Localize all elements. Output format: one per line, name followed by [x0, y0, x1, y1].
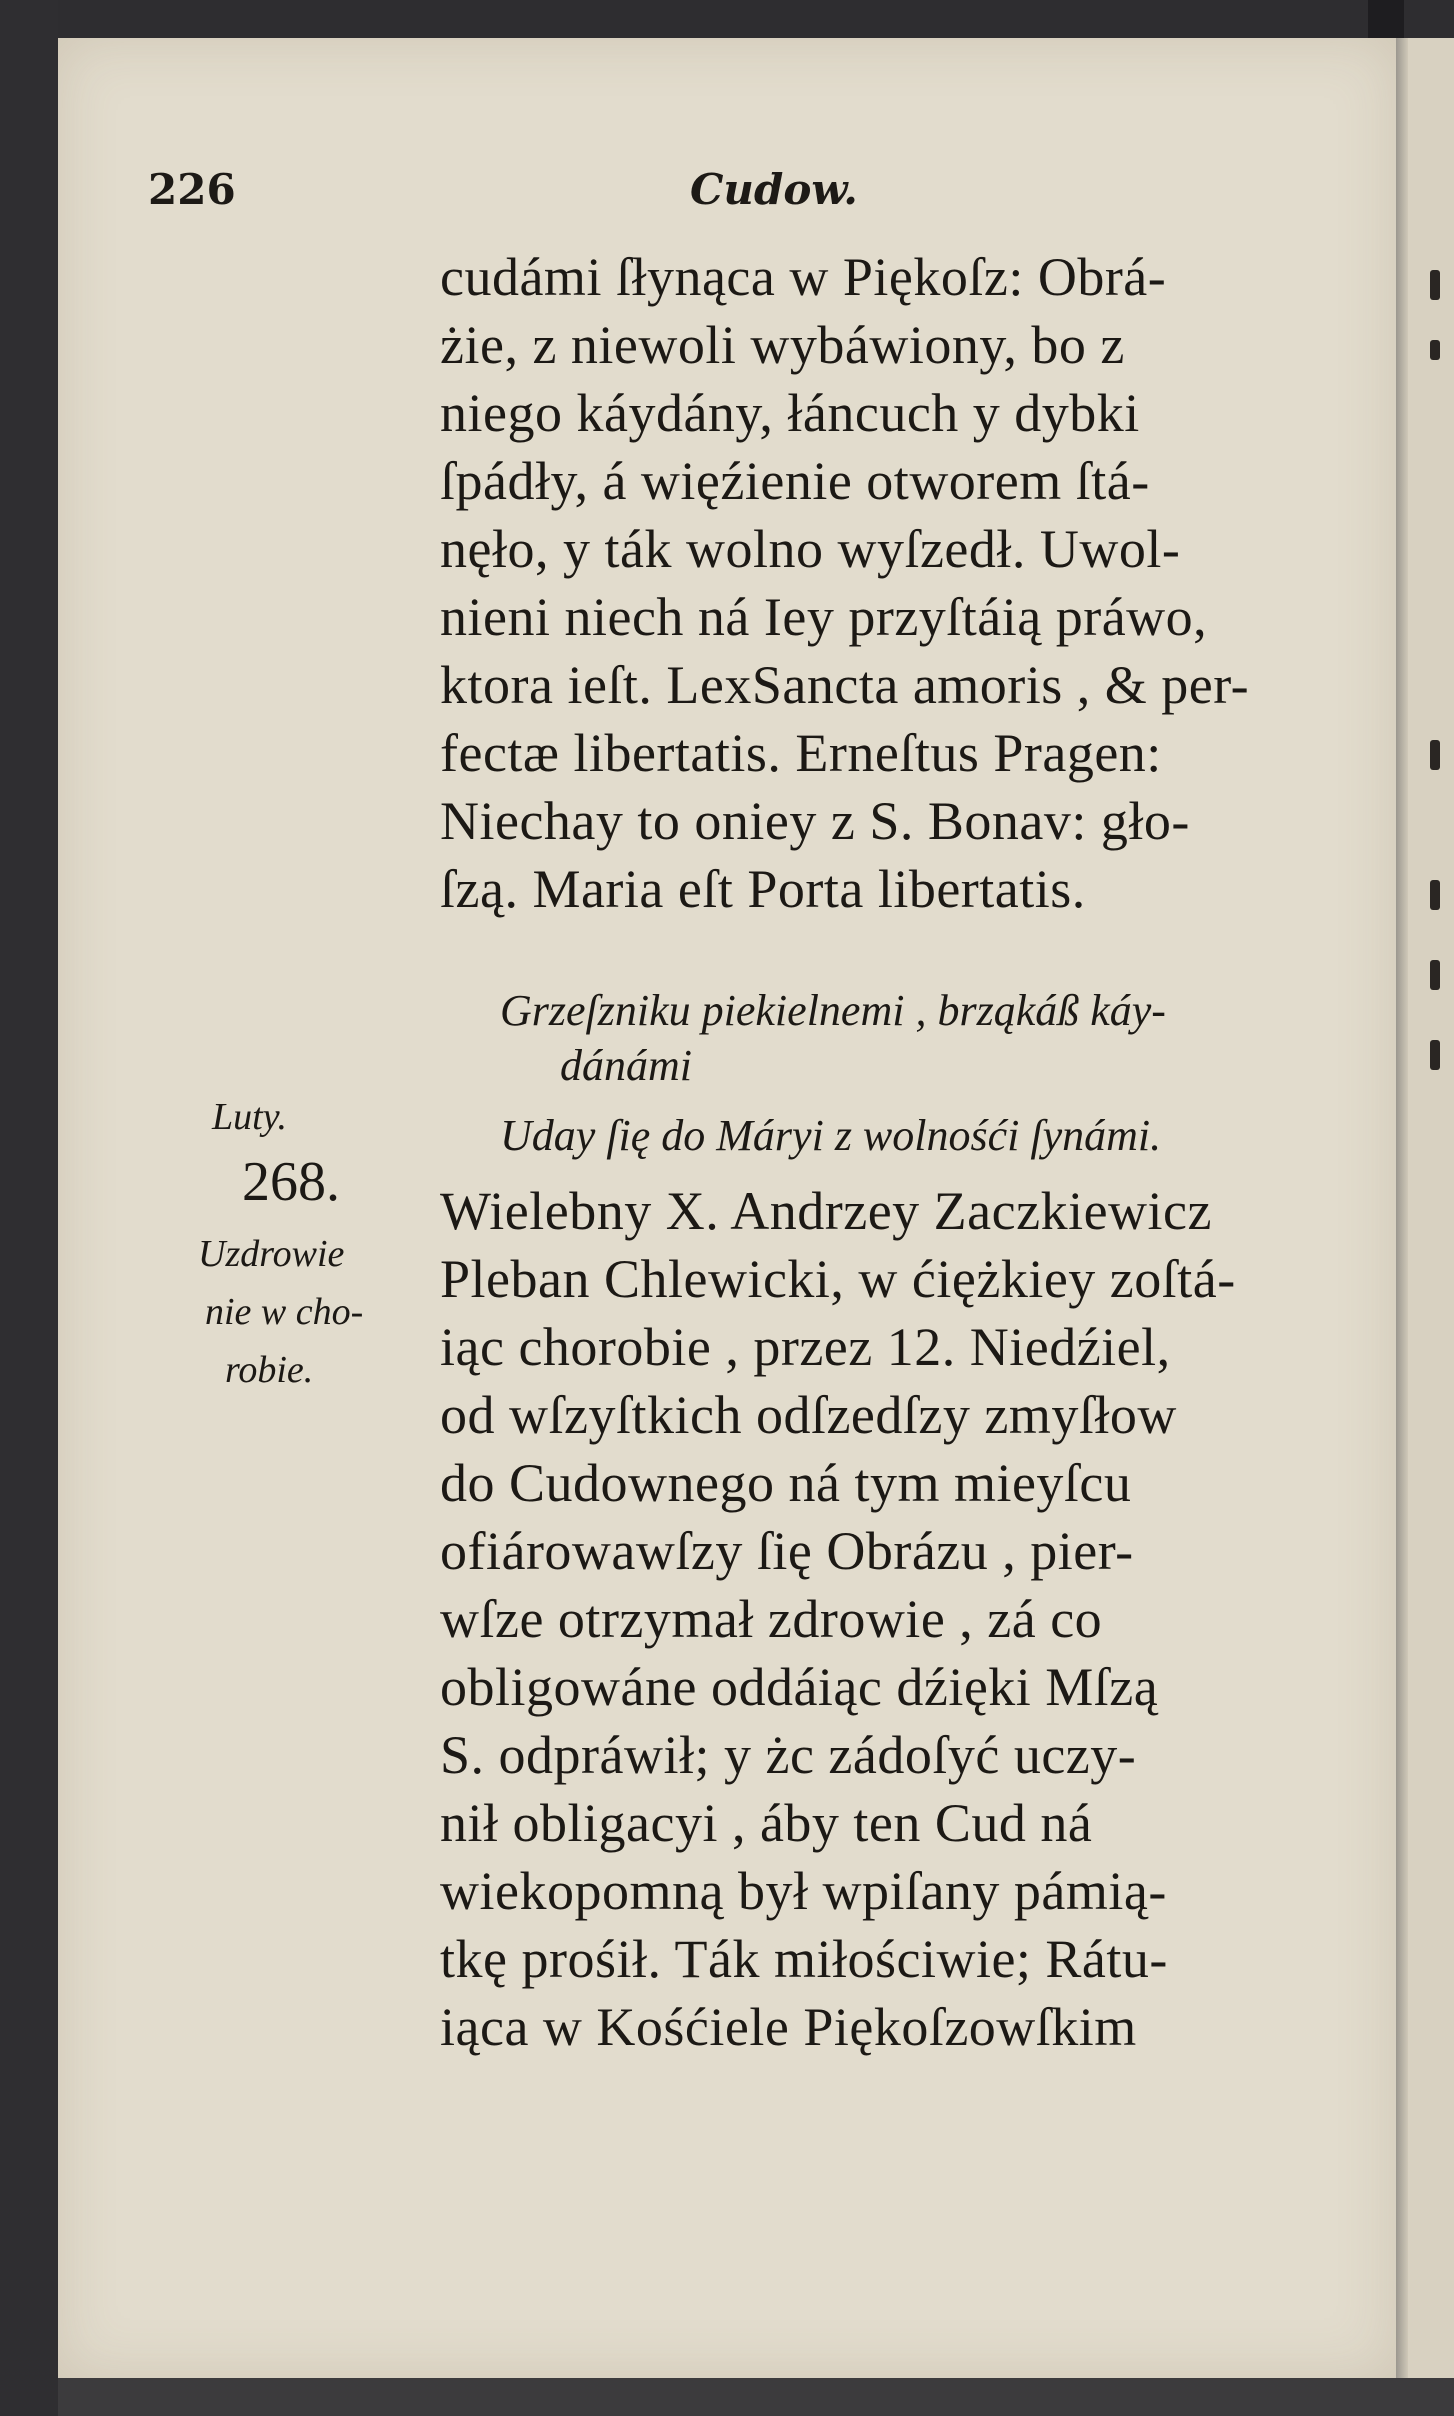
margin-note-line: Uzdrowie — [198, 1233, 345, 1275]
page-number: 226 — [148, 165, 236, 214]
body-line: Niechay to oniey z S. Bonav: gło- — [440, 791, 1190, 851]
verse-line: Uday ſię do Máryi z wolnośći ſynámi. — [500, 1111, 1162, 1160]
body-line: ofiárowawſzy ſię Obrázu , pier- — [440, 1521, 1134, 1581]
body-line: obligowáne oddáiąc dźięki Mſzą — [440, 1657, 1159, 1717]
adjacent-page-glyph — [1430, 1040, 1440, 1070]
adjacent-page-glyph — [1430, 880, 1440, 910]
body-line: ktora ieſt. LexSancta amoris , & per- — [440, 655, 1250, 715]
body-line: wiekopomną był wpiſany pámią- — [440, 1861, 1167, 1921]
body-line: ſzą. Maria eſt Porta libertatis. — [440, 859, 1086, 919]
margin-entry-number: 268. — [242, 1151, 340, 1213]
body-line: ſpádły, á więźienie otworem ſtá- — [440, 451, 1150, 511]
adjacent-page-glyph — [1430, 960, 1440, 990]
verse-line: dánámi — [560, 1041, 692, 1090]
adjacent-page-edge — [1408, 38, 1454, 2378]
body-line: iąca w Kośćiele Piękoſzowſkim — [440, 1997, 1137, 2057]
running-head: Cudow. — [690, 165, 858, 214]
body-line: niego káydány, łáncuch y dybki — [440, 383, 1140, 443]
body-line: Pleban Chlewicki, w ćiężkiey zoſtá- — [440, 1249, 1236, 1309]
adjacent-page-glyph — [1430, 270, 1440, 300]
body-line: S. odpráwił; y żc zádoſyć uczy- — [440, 1725, 1137, 1785]
body-line: nił obligacyi , áby ten Cud ná — [440, 1793, 1093, 1853]
margin-note-line: robie. — [225, 1349, 314, 1391]
body-line: nęło, y ták wolno wyſzedł. Uwol- — [440, 519, 1181, 579]
margin-month: Luty. — [212, 1096, 287, 1138]
body-line: żie, z niewoli wybáwiony, bo z — [440, 315, 1125, 375]
margin-note-line: nie w cho- — [205, 1291, 364, 1333]
adjacent-page-glyph — [1430, 740, 1440, 770]
body-line: tkę prośił. Ták miłościwie; Rátu- — [440, 1929, 1168, 1989]
scan-background-left — [0, 0, 58, 2416]
body-line: nieni niech ná Iey przyſtáią práwo, — [440, 587, 1208, 647]
body-line: Wielebny X. Andrzey Zaczkiewicz — [440, 1181, 1212, 1241]
adjacent-page-glyph — [1430, 340, 1440, 360]
scan-edge-marker — [1368, 0, 1404, 38]
scan-background-top — [0, 0, 1454, 38]
body-line: cudámi ſłynąca w Piękoſz: Obrá- — [440, 247, 1167, 307]
body-line: od wſzyſtkich odſzedſzy zmyſłow — [440, 1385, 1177, 1445]
page-gutter — [1396, 38, 1408, 2378]
body-line: wſze otrzymał zdrowie , zá co — [440, 1589, 1103, 1649]
body-line: fectæ libertatis. Erneſtus Pragen: — [440, 723, 1162, 783]
verse-line: Grzeſzniku piekielnemi , brząkáß káy- — [500, 986, 1166, 1035]
body-line: iąc chorobie , przez 12. Niedźiel, — [440, 1317, 1171, 1377]
body-line: do Cudownego ná tym mieyſcu — [440, 1453, 1132, 1513]
